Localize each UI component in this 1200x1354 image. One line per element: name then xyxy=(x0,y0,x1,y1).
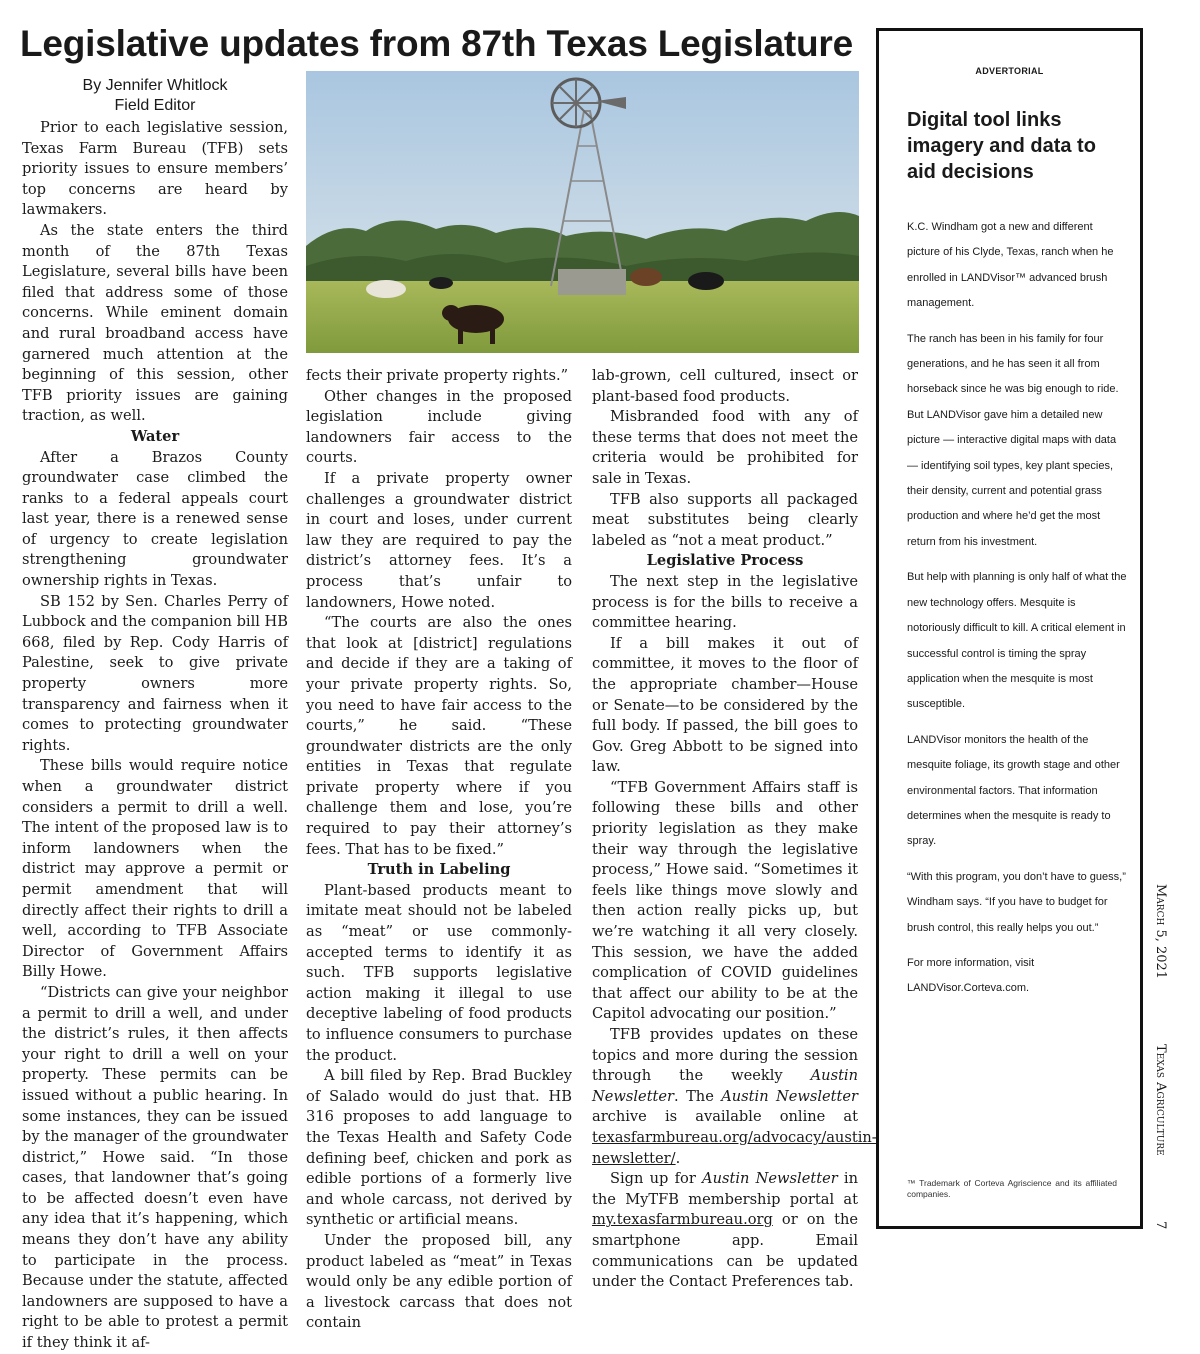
text: TFB provides updates on these topics and more during the session through the weekly xyxy=(592,1026,858,1085)
paragraph: These bills would require notice when a groundwater district considers a permit to drill a well. The intent of the proposed law is to inform landowners when the district may approve a permit or permit amendment that will directly affect their rights to drill a well, according to TFB Associate Director of Government Affairs Billy Howe. xyxy=(22,757,288,981)
newsletter-name: Austin Newsletter xyxy=(702,1170,838,1188)
paragraph: “The courts are also the ones that look at [district] regulations and decide if they are a taking of your private property rights. So, you need to have fair access to the courts,” he said. “These groundwater districts are the only entities in Texas that regulate private property where if you challenge them and lose, you’re required to pay their attorney’s fees. That has to be fixed.” xyxy=(306,614,572,858)
paragraph: “Districts can give your neighbor a permit to drill a well, and under the district’s rules, it then affects your right to drill a well on your property. These permits can be issued without a public hearing. In some instances, they can be issued by the manager of the groundwater district,” Howe said. “In those cases, that landowner that’s going to be affected doesn’t even have any idea that it’s happening, which means they don’t have any ability to participate in the process. Because under the statute, affected landowners are supposed to have a right to be able to protest a permit if they think it af- xyxy=(22,983,288,1352)
page-side-info xyxy=(1146,884,1168,1229)
text: archive is available online at xyxy=(592,1108,858,1126)
paragraph: “TFB Government Affairs staff is following these bills and other priority legislation as they make their way through the legislative process,” Howe said. “Sometimes it feels like things move slowly and then action really picks up, but we’re watching it all very closely. This session, we have the added complication of COVID guidelines that affect our ability to be at the Capitol advocating our position.” xyxy=(592,778,858,1023)
advertorial-body xyxy=(907,215,1127,1012)
paragraph: Under the proposed bill, any product labeled as “meat” in Texas would only be any edible portion of a livestock carcass that does not contain xyxy=(306,1231,572,1332)
paragraph: TFB also supports all packaged meat substitutes being clearly labeled as “not a meat product.” xyxy=(592,490,858,549)
paragraph: Other changes in the proposed legislation include giving landowners fair access to the courts. xyxy=(306,387,572,467)
paragraph: fects their private property rights.” xyxy=(306,367,569,384)
paragraph: lab-grown, cell cultured, insect or plant-based food products. xyxy=(592,367,858,405)
paragraph xyxy=(592,1169,858,1293)
paragraph: Prior to each legislative session, Texas Farm Bureau (TFB) sets priority issues to ensure members’ top concerns are heard by lawmakers. xyxy=(22,119,288,219)
paragraph: Plant-based products meant to imitate meat should not be labeled as “meat” or use commonly-accepted terms to identify it as such. TFB supports legislative action making it illegal to use deceptive labeling of food products to influence consumers to purchase the product. xyxy=(306,881,572,1064)
newsletter-name: Austin Newsletter xyxy=(721,1087,859,1105)
page-number: 7 xyxy=(1153,1220,1168,1229)
article-column-3 xyxy=(592,366,877,1291)
article-column-2 xyxy=(306,366,572,1332)
article-column-1 xyxy=(22,118,289,1352)
subhead-water: Water xyxy=(130,427,180,445)
byline xyxy=(22,76,288,116)
paragraph: A bill filed by Rep. Brad Buckley of Salado would do just that. HB 316 proposes to add language to the Texas Health and Safety Code defining beef, chicken and pork as edible portions of a formerly live and whole carcass, not derived by synthetic or artificial means. xyxy=(306,1067,572,1229)
subhead-truth-in-labeling: Truth in Labeling xyxy=(367,861,511,879)
paragraph: K.C. Windham got a new and different picture of his Clyde, Texas, ranch when he enrolled in LANDVisor™ advanced brush management. xyxy=(907,221,1114,310)
paragraph: If a private property owner challenges a groundwater district in court and loses, under current law they are required to pay the district’s attorney fees. It’s a process that’s unfair to landowners, Howe noted. xyxy=(306,469,572,611)
paragraph: LANDVisor monitors the health of the mesquite foliage, its growth stage and other environmental factors. That information determines when the mesquite is ready to spray. xyxy=(907,733,1120,848)
newsletter-name: Austin Newsletter xyxy=(592,1067,858,1105)
paragraph xyxy=(592,1025,877,1169)
paragraph: The next step in the legislative process is for the bills to receive a committee hearing. xyxy=(592,572,858,632)
advertorial-title: Digital tool links imagery and data to aid decisions xyxy=(907,109,1096,183)
text: Sign up for xyxy=(610,1170,703,1188)
text: . The xyxy=(674,1087,722,1105)
paragraph: If a bill makes it out of committee, it moves to the floor of the appropriate chamber—House or Senate—to be considered by the full body. If passed, the bill goes to Gov. Greg Abbott to be signed into law. xyxy=(592,634,858,776)
paragraph: After a Brazos County groundwater case climbed the ranks to a federal appeals court last year, there is a renewed sense of urgency to create legislation strengthening groundwater ownership rights in Texas. xyxy=(22,448,288,590)
paragraph: As the state enters the third month of the 87th Texas Legislature, several bills have been filed that address some of those concerns. While eminent domain and rural broadband access have garnered much attention at the beginning of this session, other TFB priority issues are gaining traction, as well. xyxy=(22,221,288,425)
publication-name: Texas Agriculture xyxy=(1153,1044,1168,1156)
newsletter-archive-link[interactable]: texasfarmbureau.org/advocacy/austin-newsletter/ xyxy=(592,1128,877,1167)
windmill-and-cattle-photo xyxy=(306,71,859,353)
text: . xyxy=(675,1149,681,1167)
membership-portal-link[interactable]: my.texasfarmbureau.org xyxy=(592,1211,773,1229)
paragraph: For more information, visit LANDVisor.Corteva.com. xyxy=(907,956,1035,995)
advertorial-box xyxy=(876,28,1143,1229)
text: or on the smartphone app. Email communications can be updated under the Contact Preferences tab. xyxy=(592,1211,858,1291)
advertorial-label: ADVERTORIAL xyxy=(975,66,1044,76)
paragraph: But help with planning is only half of what the new technology offers. Mesquite is notoriously difficult to kill. A critical element in successful control is timing the spray application when the mesquite is most susceptible. xyxy=(907,571,1127,711)
issue-date: March 5, 2021 xyxy=(1153,884,1168,980)
headline: Legislative updates from 87th Texas Legislature xyxy=(20,23,853,64)
subhead-legislative-process: Legislative Process xyxy=(646,552,804,570)
paragraph: “With this program, you don’t have to guess,” Windham says. “If you have to budget for brush control, this really helps you out.” xyxy=(907,870,1126,934)
text: in the MyTFB membership portal at xyxy=(592,1170,858,1208)
paragraph: SB 152 by Sen. Charles Perry of Lubbock and the companion bill HB 668, filed by Rep. Cody Harris of Palestine, seek to give private property owners more transparency and fairness when it comes to protecting groundwater rights. xyxy=(22,592,289,754)
paragraph: Misbranded food with any of these terms that does not meet the criteria would be prohibited for sale in Texas. xyxy=(592,408,858,487)
paragraph: The ranch has been in his family for four generations, and he has seen it all from horseback since he was big enough to ride. But LANDVisor gave him a detailed new picture — interactive digital maps with data — identifying soil types, key plant species, their density, current and potential grass production and where he’d get the most return from his investment. xyxy=(907,332,1119,548)
byline-role: Field Editor xyxy=(114,97,196,114)
byline-author: By Jennifer Whitlock xyxy=(82,77,228,94)
trademark-footnote: ™ Trademark of Corteva Agriscience and its affiliated companies. xyxy=(907,1178,1117,1199)
